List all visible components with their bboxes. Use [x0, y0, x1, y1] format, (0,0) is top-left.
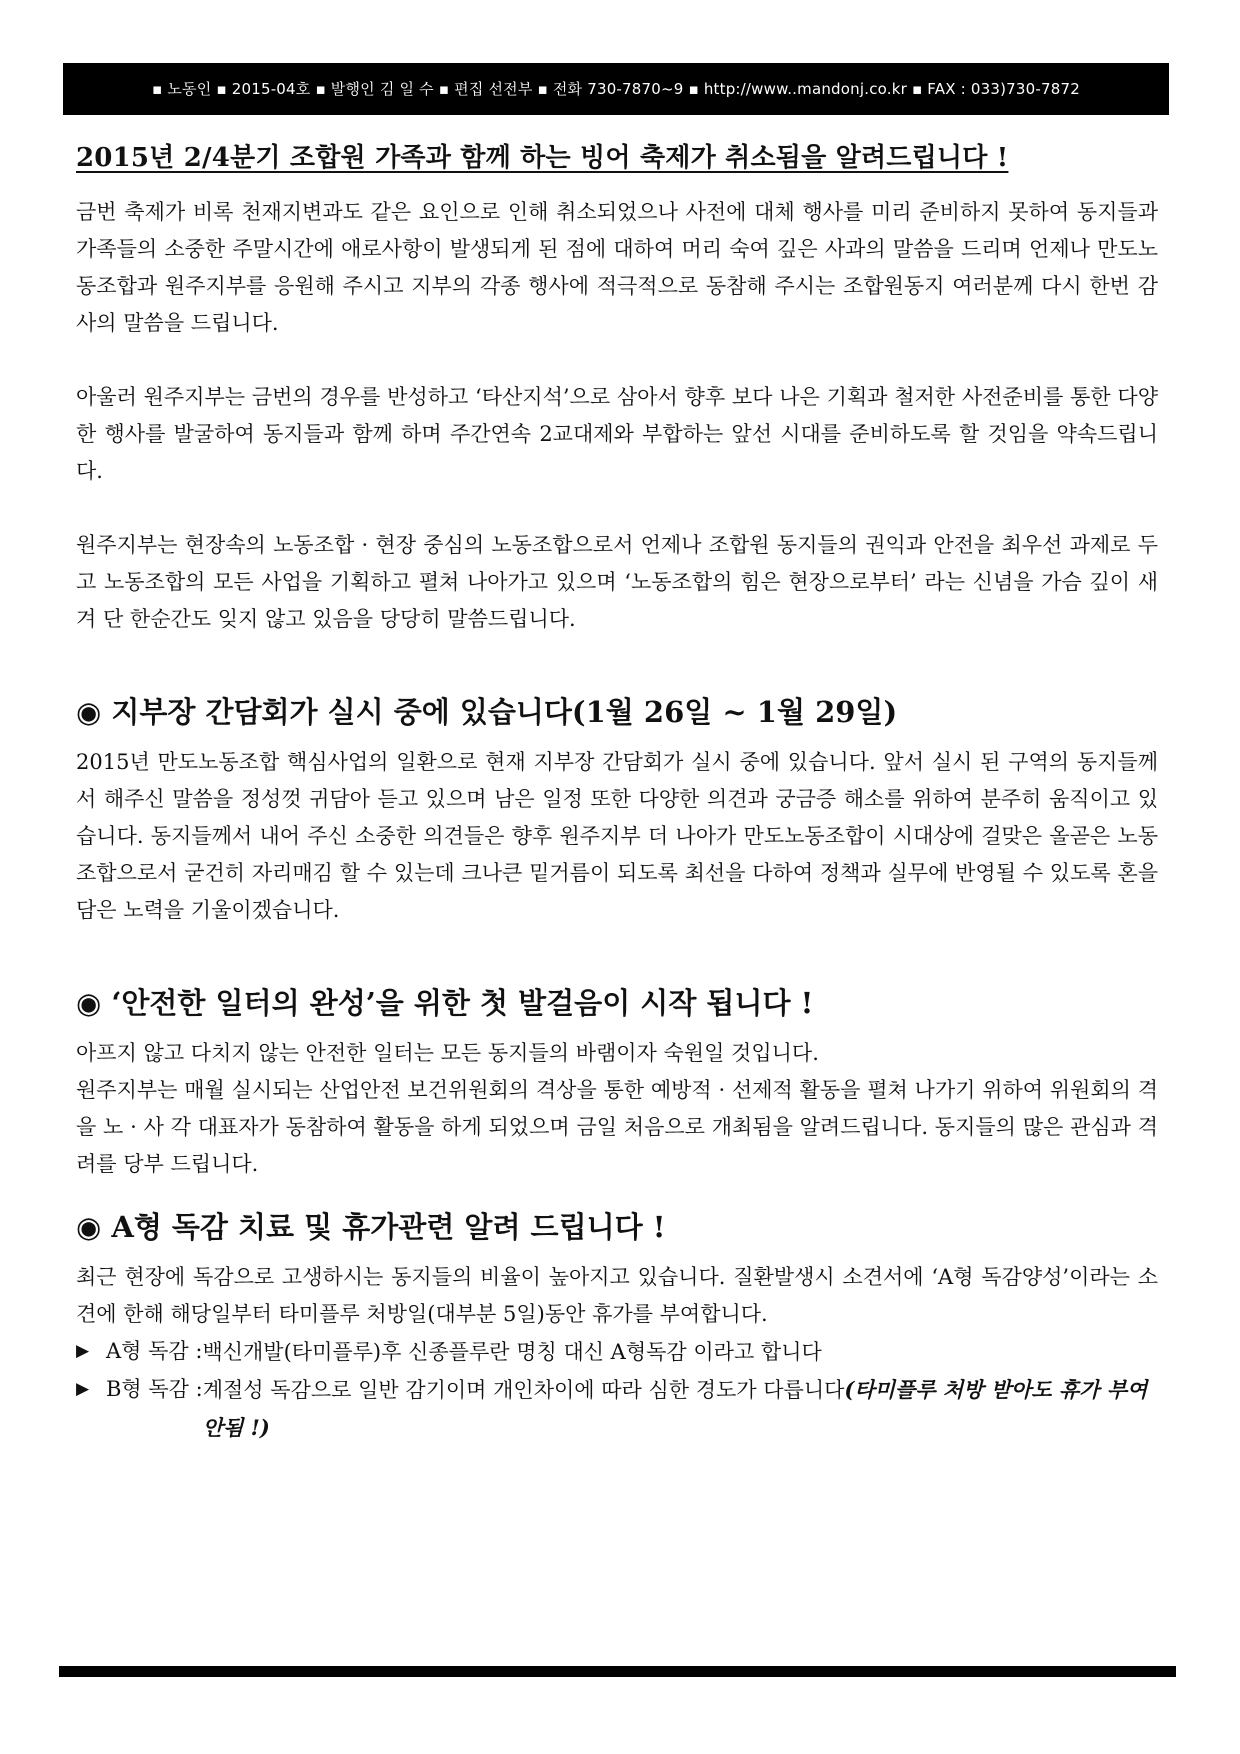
flu-b-text [203, 1371, 1158, 1447]
bullseye-icon: ◉ [76, 1210, 102, 1244]
safety-paragraph-2: 원주지부는 매월 실시되는 산업안전 보건위원회의 격상을 통한 예방적 · 선제적 활동을 펼쳐 나가기 위하여 위원회의 격을 노 · 사 각 대표자가 동참하여 활동을 하게 되었으며 금일 처음으로 개최됨을 알려드립니다. 동지들의 많은 관심과 격려를 당부 드립니다. [76, 1078, 1158, 1176]
meeting-paragraph: 2015년 만도노동조합 핵심사업의 일환으로 현재 지부장 간담회가 실시 중에 있습니다. 앞서 실시 된 구역의 동지들께서 해주신 말씀을 정성껏 귀담아 듣고 있으며 남은 일정 또한 다양한 의견과 궁금증 해소를 위하여 분주히 움직이고 있습니다. 동지들께서 내어 주신 소중한 의견들은 향후 원주지부 더 나아가 만도노동조합이 시대상에 걸맞은 올곧은 노동조합으로서 굳건히 자리매김 할 수 있는데 크나큰 밑거름이 되도록 최선을 다하여 정책과 실무에 반영될 수 있도록 혼을 담은 노력을 기울이겠습니다. [76, 750, 1158, 922]
flu-a-label: A형 독감 : [106, 1339, 203, 1363]
paragraph-spacer [76, 342, 1158, 379]
triangle-right-icon: ▶ [76, 1379, 90, 1399]
list-item-flu-b [76, 1371, 1158, 1447]
triangle-right-icon: ▶ [76, 1341, 90, 1361]
flu-a-text [202, 1333, 1158, 1371]
masthead-text: ▪ 노동인 ▪ 2015-04호 ▪ 발행인 김 일 수 ▪ 편집 선전부 ▪ 전화 730-7870~9 ▪ http://www..mandonj.co.kr ▪ FAX : 033)730-7872 [152, 80, 1080, 98]
flu-paragraph: 최근 현장에 독감으로 고생하시는 동지들의 비율이 높아지고 있습니다. 질환발생시 소견서에 ‘A형 독감양성’이라는 소견에 한해 해당일부터 타미플루 처방일(대부분 5일)동안 휴가를 부여합니다. [76, 1265, 1158, 1326]
section-spacer [76, 638, 1158, 690]
paragraph-spacer [76, 490, 1158, 527]
notice-paragraph-1: 금번 축제가 비록 천재지변과도 같은 요인으로 인해 취소되었으나 사전에 대체 행사를 미리 준비하지 못하여 동지들과 가족들의 소중한 주말시간에 애로사항이 발생되게 된 점에 대하여 머리 숙여 깊은 사과의 말씀을 드리며 언제나 만도노동조합과 원주지부를 응원해 주시고 지부의 각종 행사에 적극적으로 동참해 주시는 조합원동지 여러분께 다시 한번 감사의 말씀을 드립니다. [76, 200, 1158, 335]
bullseye-icon: ◉ [76, 695, 102, 729]
section-spacer [76, 1183, 1158, 1205]
list-item-flu-a [76, 1333, 1158, 1371]
masthead-bar [63, 63, 1169, 115]
safety-paragraph-1: 아프지 않고 다치지 않는 안전한 일터는 모든 동지들의 바램이자 숙원일 것입니다. [76, 1041, 819, 1065]
notice-paragraph-3: 원주지부는 현장속의 노동조합 · 현장 중심의 노동조합으로서 언제나 조합원 동지들의 권익과 안전을 최우선 과제로 두고 노동조합의 모든 사업을 기획하고 펼쳐 나아가고 있으며 ‘노동조합의 힘은 현장으로부터’ 라는 신념을 가슴 깊이 새겨 단 한순간도 잊지 않고 있음을 당당히 말씀드립니다. [76, 533, 1158, 631]
bullseye-icon: ◉ [76, 986, 102, 1020]
section-heading-text: A형 독감 치료 및 휴가관련 알려 드립니다 ! [111, 1210, 666, 1244]
section-heading-safety [76, 981, 1158, 1025]
flu-b-emphasis: (타미플루 처방 받아도 휴가 부여 안됨 !) [202, 1377, 1148, 1440]
flu-b-label: B형 독감 : [106, 1377, 203, 1401]
section-heading-text: ‘안전한 일터의 완성’을 위한 첫 발걸음이 시작 됩니다 ! [111, 986, 814, 1020]
notice-title: 2015년 2/4분기 조합원 가족과 함께 하는 빙어 축제가 취소됨을 알려드립니다 ! [76, 143, 1009, 173]
footer-divider [59, 1666, 1176, 1677]
section-heading-flu [76, 1205, 1158, 1249]
flu-type-list [76, 1333, 1158, 1447]
flu-b-description: 계절성 독감으로 일반 감기이며 개인차이에 따라 심한 경도가 다릅니다 [202, 1378, 845, 1402]
notice-paragraph-2: 아울러 원주지부는 금번의 경우를 반성하고 ‘타산지석’으로 삼아서 향후 보다 나은 기획과 철저한 사전준비를 통한 다양한 행사를 발굴하여 동지들과 함께 하며 주간연속 2교대제와 부합하는 앞선 시대를 준비하도록 할 것임을 약속드립니다. [76, 385, 1158, 483]
flu-a-description: 백신개발(타미플루)후 신종플루란 명칭 대신 A형독감 이라고 합니다 [202, 1340, 822, 1364]
section-heading-text: 지부장 간담회가 실시 중에 있습니다(1월 26일 ~ 1월 29일) [111, 695, 898, 729]
section-spacer [76, 929, 1158, 981]
section-heading-meeting [76, 690, 1158, 734]
document-body [76, 140, 1158, 1447]
